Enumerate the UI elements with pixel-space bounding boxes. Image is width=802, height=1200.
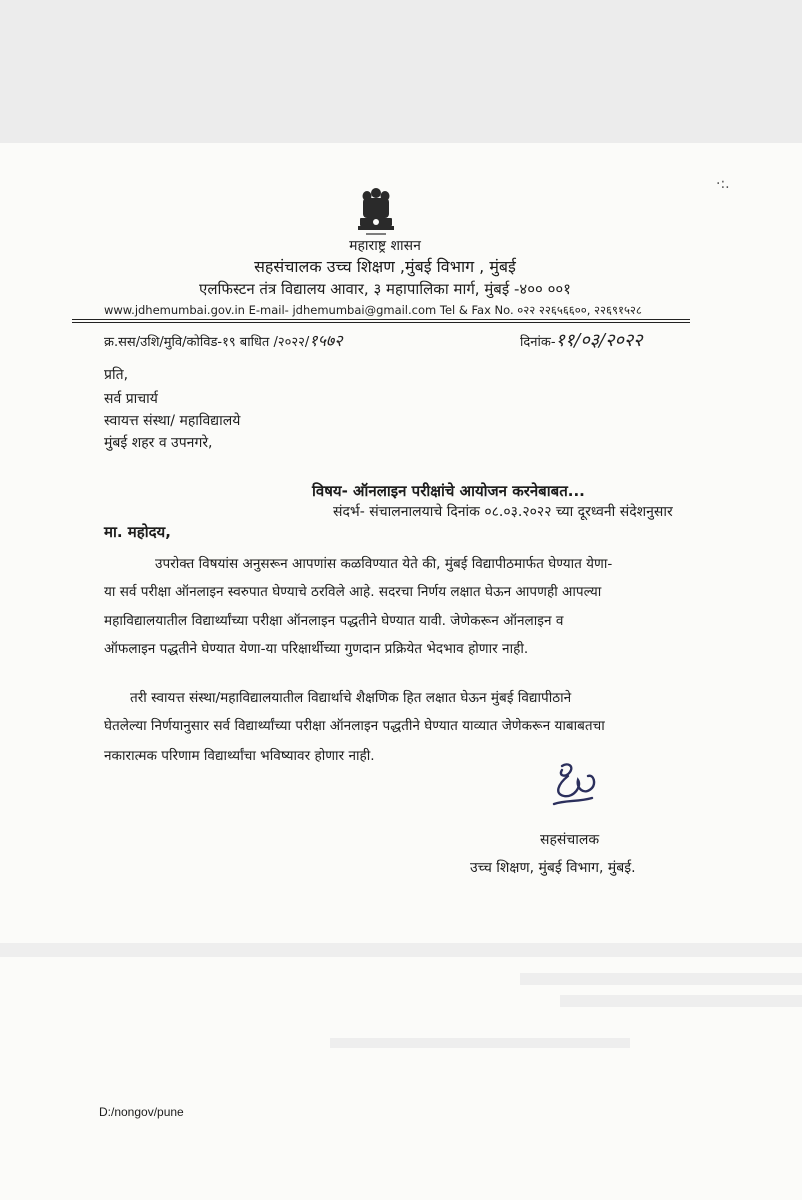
office-address: एलफिस्टन तंत्र विद्यालय आवार, ३ महापालिका मार्ग, मुंबई -४०० ००१ (199, 280, 571, 298)
reference-number (104, 329, 343, 351)
bleed-through-mark (330, 1038, 630, 1048)
body-line: या सर्व परीक्षा ऑनलाइन स्वरुपात घेण्याचे ठरविले आहे. सदरचा निर्णय लक्षात घेऊन आपणही आपल्या (104, 584, 602, 600)
footer-file-path: D:/nongov/pune (99, 1105, 184, 1119)
signature-image (548, 762, 610, 812)
salutation: मा. महोदय, (104, 523, 171, 541)
addressee-line: सर्व प्राचार्य (104, 391, 158, 407)
date-handwritten: ११/०३/२०२२ (555, 330, 643, 351)
signatory-title: सहसंचालक (540, 832, 600, 848)
header-rule (72, 322, 690, 323)
letter-page (0, 143, 802, 1200)
reference-number-handwritten: १५७२ (309, 331, 343, 350)
addressee-to: प्रति, (104, 367, 129, 383)
reference-number-prefix: क्र.सस/उशि/मुवि/कोविड-१९ बाधित /२०२२/ (104, 335, 310, 350)
body-line: ऑफलाइन पद्धतीने घेण्यात येणा-या परिक्षार्थीच्या गुणदान प्रक्रियेत भेदभाव होणार नाही. (104, 641, 529, 657)
body-line: तरी स्वायत्त संस्था/महाविद्यालयातील विद्यार्थाचे शैक्षणिक हित लक्षात घेऊन मुंबई विद्यापीठाने (130, 690, 572, 706)
scan-speck: ·:. (716, 176, 730, 192)
contact-line: www.jdhemumbai.gov.in E-mail- jdhemumbai@gmail.com Tel & Fax No. ०२२ २२६५६६००, २२६९१५२८ (104, 303, 642, 317)
body-line: घेतलेल्या निर्णयानुसार सर्व विद्यार्थ्यांच्या परीक्षा ऑनलाइन पद्धतीने घेण्यात याव्यात जेणेकरून याबाबतचा (104, 718, 605, 734)
letter-date (520, 328, 643, 352)
addressee-line: मुंबई शहर व उपनगरे, (104, 435, 213, 451)
state-emblem-icon (348, 186, 404, 240)
date-label: दिनांक- (520, 335, 556, 350)
bleed-through-mark (0, 943, 802, 957)
body-line: महाविद्यालयातील विद्यार्थ्यांच्या परीक्षा ऑनलाइन पद्धतीने घेण्यात यावी. जेणेकरून ऑनलाइन व (104, 613, 564, 629)
reference-line: संदर्भ- संचालनालयाचे दिनांक ०८.०३.२०२२ च्या दूरध्वनी संदेशनुसार (333, 504, 673, 520)
signatory-department: उच्च शिक्षण, मुंबई विभाग, मुंबई. (470, 860, 636, 876)
bleed-through-mark (520, 973, 802, 985)
government-name: महाराष्ट्र शासन (349, 238, 421, 254)
header-rule (72, 319, 690, 320)
subject-line: विषय- ऑनलाइन परीक्षांचे आयोजन करनेबाबत... (312, 482, 585, 500)
body-line: उपरोक्त विषयांस अनुसरून आपणांस कळविण्यात येते की, मुंबई विद्यापीठमार्फत घेण्यात येणा- (155, 556, 613, 572)
body-line: नकारात्मक परिणाम विद्यार्थ्यांचा भविष्यावर होणार नाही. (104, 748, 375, 764)
office-name: सहसंचालक उच्च शिक्षण ,मुंबई विभाग , मुंबई (254, 257, 516, 276)
bleed-through-mark (560, 995, 802, 1007)
addressee-line: स्वायत्त संस्था/ महाविद्यालये (104, 413, 241, 429)
top-margin-band (0, 0, 802, 143)
